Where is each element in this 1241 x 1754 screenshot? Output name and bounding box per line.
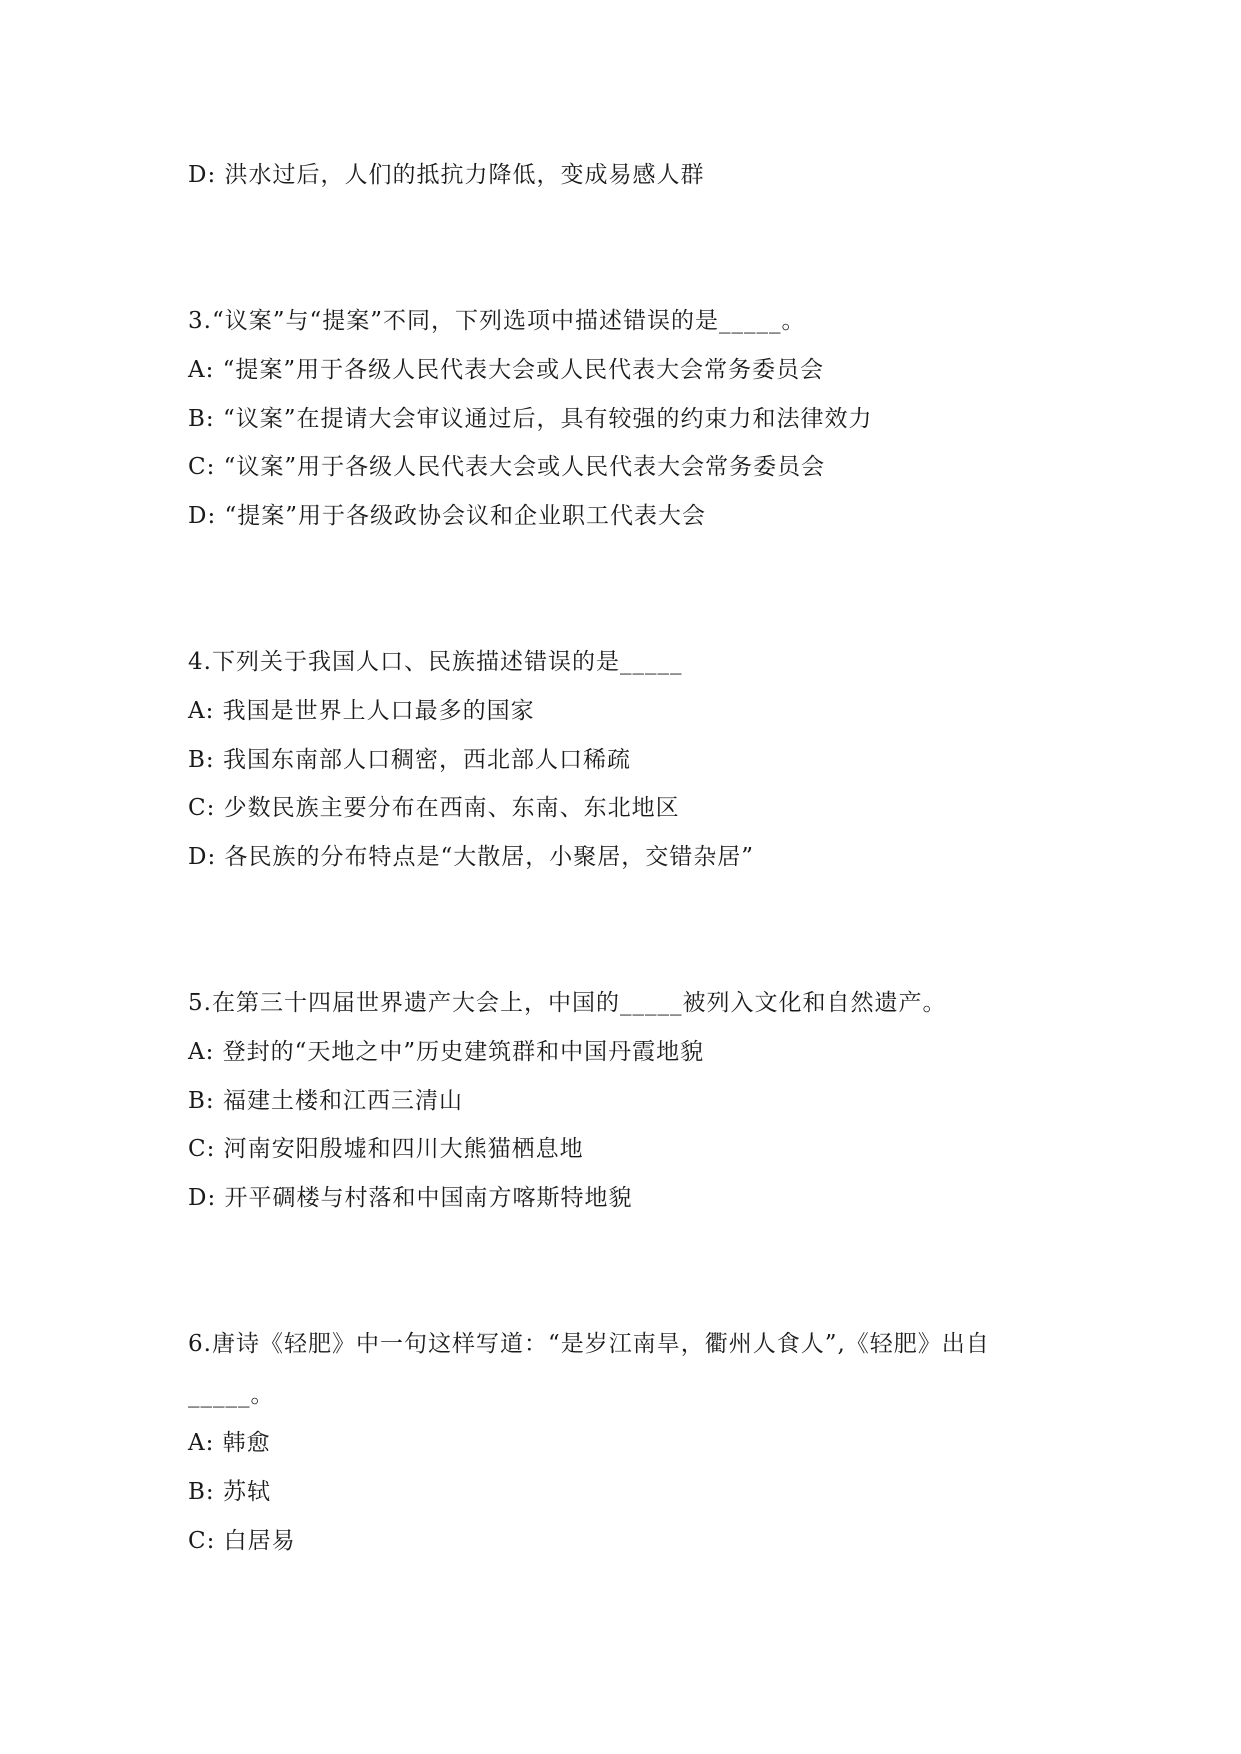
q4-option-d: D: 各民族的分布特点是“大散居，小聚居，交错杂居”	[188, 844, 755, 870]
q6-stem-line2: _____。	[188, 1382, 275, 1408]
q6-option-b: B: 苏轼	[188, 1479, 271, 1505]
q4-option-a: A: 我国是世界上人口最多的国家	[188, 698, 535, 724]
q4-stem: 4.下列关于我国人口、民族描述错误的是_____	[188, 649, 683, 675]
q5-stem: 5.在第三十四届世界遗产大会上，中国的_____被列入文化和自然遗产。	[188, 990, 947, 1016]
q6-option-a: A: 韩愈	[188, 1430, 271, 1456]
q5-option-b: B: 福建土楼和江西三清山	[188, 1088, 463, 1114]
q3-option-c: C: “议案”用于各级人民代表大会或人民代表大会常务委员会	[188, 454, 826, 480]
q6-stem-line1: 6.唐诗《轻肥》中一句这样写道：“是岁江南旱，衢州人食人”,《轻肥》出自	[188, 1331, 990, 1357]
q4-option-b: B: 我国东南部人口稠密，西北部人口稀疏	[188, 747, 631, 773]
q2-option-d: D: 洪水过后，人们的抵抗力降低，变成易感人群	[188, 162, 705, 188]
q4-option-c: C: 少数民族主要分布在西南、东南、东北地区	[188, 795, 680, 821]
q3-stem: 3.“议案”与“提案”不同，下列选项中描述错误的是_____。	[188, 308, 806, 334]
q5-option-c: C: 河南安阳殷墟和四川大熊猫栖息地	[188, 1136, 584, 1162]
q3-option-b: B: “议案”在提请大会审议通过后，具有较强的约束力和法律效力	[188, 406, 873, 432]
q3-option-d: D: “提案”用于各级政协会议和企业职工代表大会	[188, 503, 707, 529]
q6-option-c: C: 白居易	[188, 1528, 296, 1554]
q3-option-a: A: “提案”用于各级人民代表大会或人民代表大会常务委员会	[188, 357, 825, 383]
q5-option-a: A: 登封的“天地之中”历史建筑群和中国丹霞地貌	[188, 1039, 705, 1065]
q5-option-d: D: 开平碉楼与村落和中国南方喀斯特地貌	[188, 1185, 633, 1211]
